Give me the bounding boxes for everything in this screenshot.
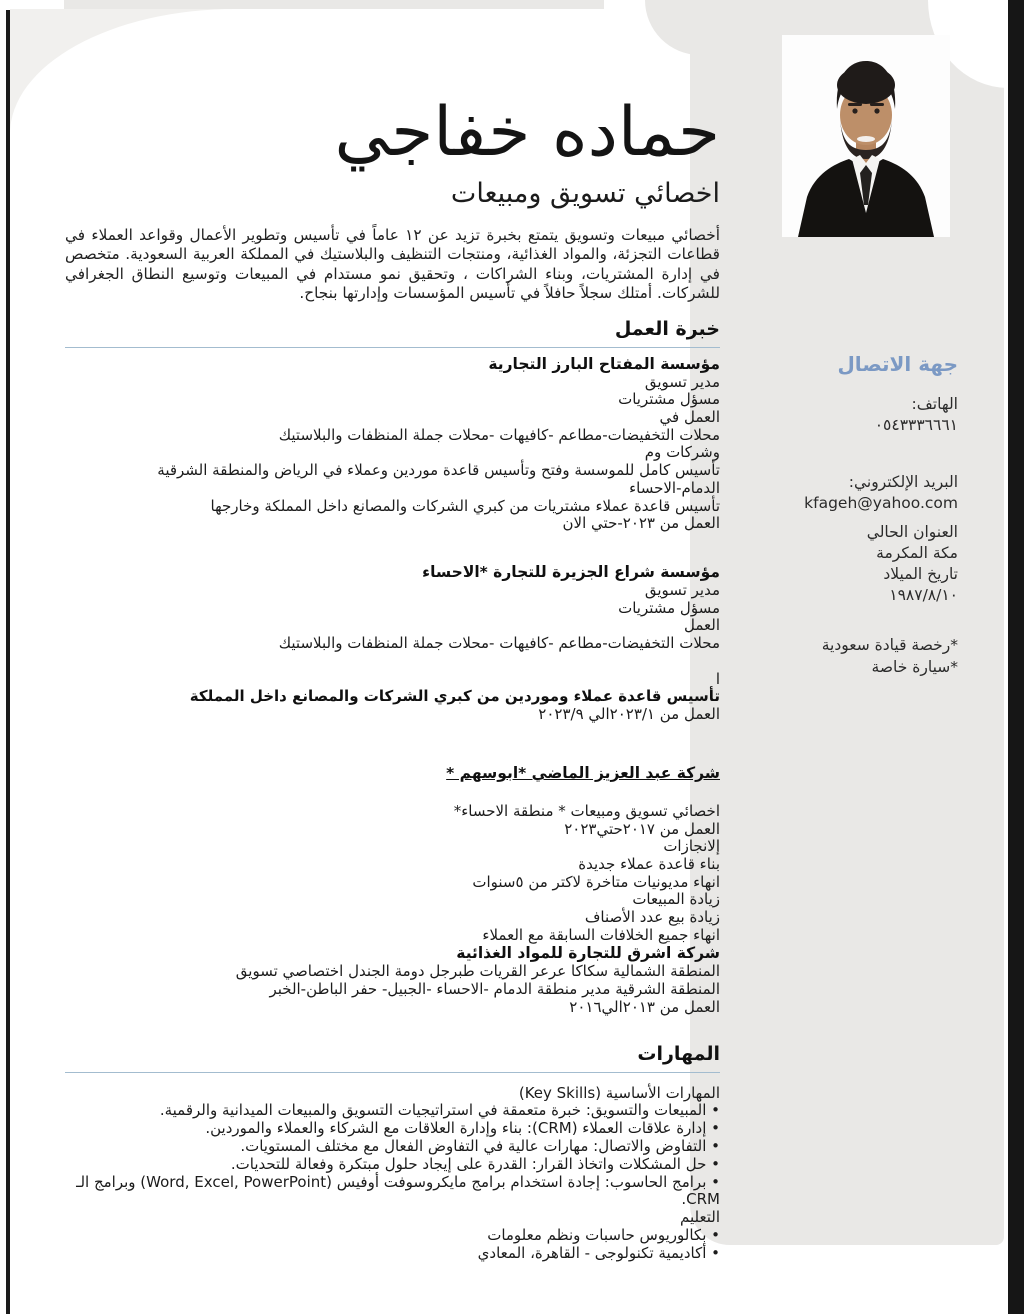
person-title: اخصائي تسويق ومبيعات [450, 177, 720, 209]
experience-entry-line: العمل من ٢٠٢٣/١الي ٢٠٢٣/٩ [538, 705, 720, 724]
skills-bullets [65, 1102, 720, 1209]
experience-entry-line: انهاء مديونيات متاخرة لاكتر من ٥سنوات [472, 872, 720, 891]
skill-bullet: • التفاوض والاتصال: مهارات عالية في التفاوض الفعال مع مختلف المستويات. [240, 1136, 720, 1155]
address-value: مكة المكرمة [876, 544, 958, 562]
experience-entry-title: مؤسسة شراع الجزيرة للتجارة *الاحساء [422, 562, 720, 581]
email-value: kfageh@yahoo.com [804, 494, 958, 512]
education-item: • أكاديمية تكنولوجى - القاهرة، المعادي [477, 1243, 720, 1262]
person-name: حماده خفاجي [334, 93, 720, 172]
experience-entry [65, 355, 720, 533]
experience-entry-line: العمل من ٢٠١٣الي٢٠١٦ [569, 997, 720, 1016]
experience-entry-line: الدمام-الاحساء [629, 478, 720, 497]
education-label: التعليم [680, 1208, 720, 1227]
experience-entry-line: اخصائي تسويق ومبيعات * منطقة الاحساء* [453, 801, 720, 820]
experience-entry-line: بناء قاعدة عملاء جديدة [578, 854, 720, 873]
profile-photo [782, 35, 950, 237]
experience-entry-line: المنطقة الشمالية سكاكا عرعر القريات طبرجل دومة الجندل اختصاصي تسويق [235, 962, 720, 981]
experience-entry-line: محلات التخفيضات-مطاعم -كافيهات -محلات جملة المنظفات والبلاستيك [278, 425, 720, 444]
portrait-illustration [782, 35, 950, 237]
education-items [65, 1227, 720, 1263]
key-skills-intro: المهارات الأساسية (Key Skills) [518, 1083, 720, 1102]
skill-bullet: • إدارة علاقات العملاء (CRM): بناء وإدارة العلاقات مع الشركاء والعملاء والموردين. [205, 1119, 720, 1138]
experience-entry-title: شركة اشرق للتجارة للمواد الغذائية [456, 944, 720, 963]
experience-entry-line: العمل [683, 616, 720, 635]
experience-heading: خبرة العمل [65, 318, 720, 348]
skills-body [65, 1085, 720, 1263]
contact-note: *رخصة قيادة سعودية [821, 636, 958, 654]
experience-entry-line: زيادة بيع عدد الأصناف [584, 908, 720, 927]
experience-entry-line: العمل من ٢٠٢٣-حتي الان [562, 514, 720, 533]
experience-entry-line: مدير تسويق [644, 580, 720, 599]
contact-notes [742, 634, 958, 678]
experience-entry [65, 944, 720, 1016]
experience-entry-line: ا [715, 669, 720, 688]
experience-entry-title: شركة عبد العزيز الماضي *ابوسهم * [446, 763, 720, 782]
experience-entry [65, 563, 720, 653]
experience-entry-line: وشركات وم [644, 443, 720, 462]
contact-note: *سيارة خاصة [871, 658, 958, 676]
phone-label: الهاتف: [911, 395, 958, 413]
experience-entry-line: انهاء جميع الخلافات السابقة مع العملاء [482, 925, 720, 944]
experience-entry-line: تأسيس قاعدة عملاء مشتريات من كبري الشركات والمصانع داخل المملكة وخارجها [210, 496, 720, 515]
experience-entry-line: تأسيس كامل للموسسة وفتح وتأسيس قاعدة موردين وعملاء في الرياض والمنطقة الشرقية [157, 461, 720, 480]
dob-value: ١٩٨٧/٨/١٠ [889, 586, 958, 604]
experience-entry-line: العمل في [659, 407, 720, 426]
phone-value: ٠٥٤٣٣٣٦٦٦١ [874, 416, 958, 434]
experience-entry-line: زيادة المبيعات [632, 890, 720, 909]
contact-heading: جهة الاتصال [837, 352, 958, 376]
dob-label: تاريخ الميلاد [883, 565, 958, 583]
experience-entry [65, 671, 720, 724]
experience-entry-line: مسؤل مشتريات [618, 390, 720, 409]
main-column [65, 0, 720, 1263]
experience-entry-line: العمل من ٢٠١٧حتي٢٠٢٣ [564, 819, 720, 838]
left-edge-line [6, 10, 10, 1314]
experience-entry-line: المنطقة الشرقية مدير منطقة الدمام -الاحساء -الجبيل- حفر الباطن-الخبر [269, 980, 720, 999]
experience-entry-line: محلات التخفيضات-مطاعم -كافيهات -محلات جملة المنظفات والبلاستيك [278, 634, 720, 653]
skill-bullet: • المبيعات والتسويق: خبرة متعمقة في استراتيجيات التسويق والمبيعات الميدانية والرقمية. [159, 1101, 720, 1120]
address-label: العنوان الحالي [866, 523, 958, 541]
experience-entry-line: تأسيس قاعدة عملاء وموردين من كبري الشركات والمصانع داخل المملكة [189, 687, 720, 706]
experience-entry-line: مسؤل مشتريات [618, 598, 720, 617]
experience-entry-title: مؤسسة المفتاح البارز التجارية [488, 354, 720, 373]
contact-section [742, 352, 958, 678]
experience-entry-line: إلانجازات [663, 837, 720, 856]
experience-entry [65, 764, 720, 945]
right-edge-bar [1008, 0, 1024, 1314]
skill-bullet: • برامج الحاسوب: إجادة استخدام برامج مايكروسوفت أوفيس (Word, Excel, PowerPoint) وبرامج الـ CRM. [76, 1172, 720, 1209]
experience-entry-line: مدير تسويق [644, 372, 720, 391]
email-label: البريد الإلكتروني: [848, 473, 958, 491]
profile-summary: أخصائي مبيعات وتسويق يتمتع بخبرة تزيد عن ١٢ عاماً في تأسيس وتطوير الأعمال وقواعد العملاء في قطاعات التجزئة، والمواد الغذائية، ومنتجات التنظيف والبلاستيك في المملكة العربية السعودية. متخصص في إدارة المشتريات، وبناء الشراكات ، وتحقيق نمو مستدام في المبيعات وتوسيع النطاق الجغرافي للشركات. أمتلك سجلاً حافلاً في تأسيس المؤسسات وإدارتها بنجاح. [65, 225, 721, 303]
education-item: • بكالوريوس حاسبات ونظم معلومات [487, 1225, 720, 1244]
skills-heading: المهارات [65, 1043, 720, 1073]
skill-bullet: • حل المشكلات واتخاذ القرار: القدرة على إيجاد حلول مبتكرة وفعالة للتحديات. [230, 1154, 720, 1173]
experience-entries [65, 355, 720, 1017]
